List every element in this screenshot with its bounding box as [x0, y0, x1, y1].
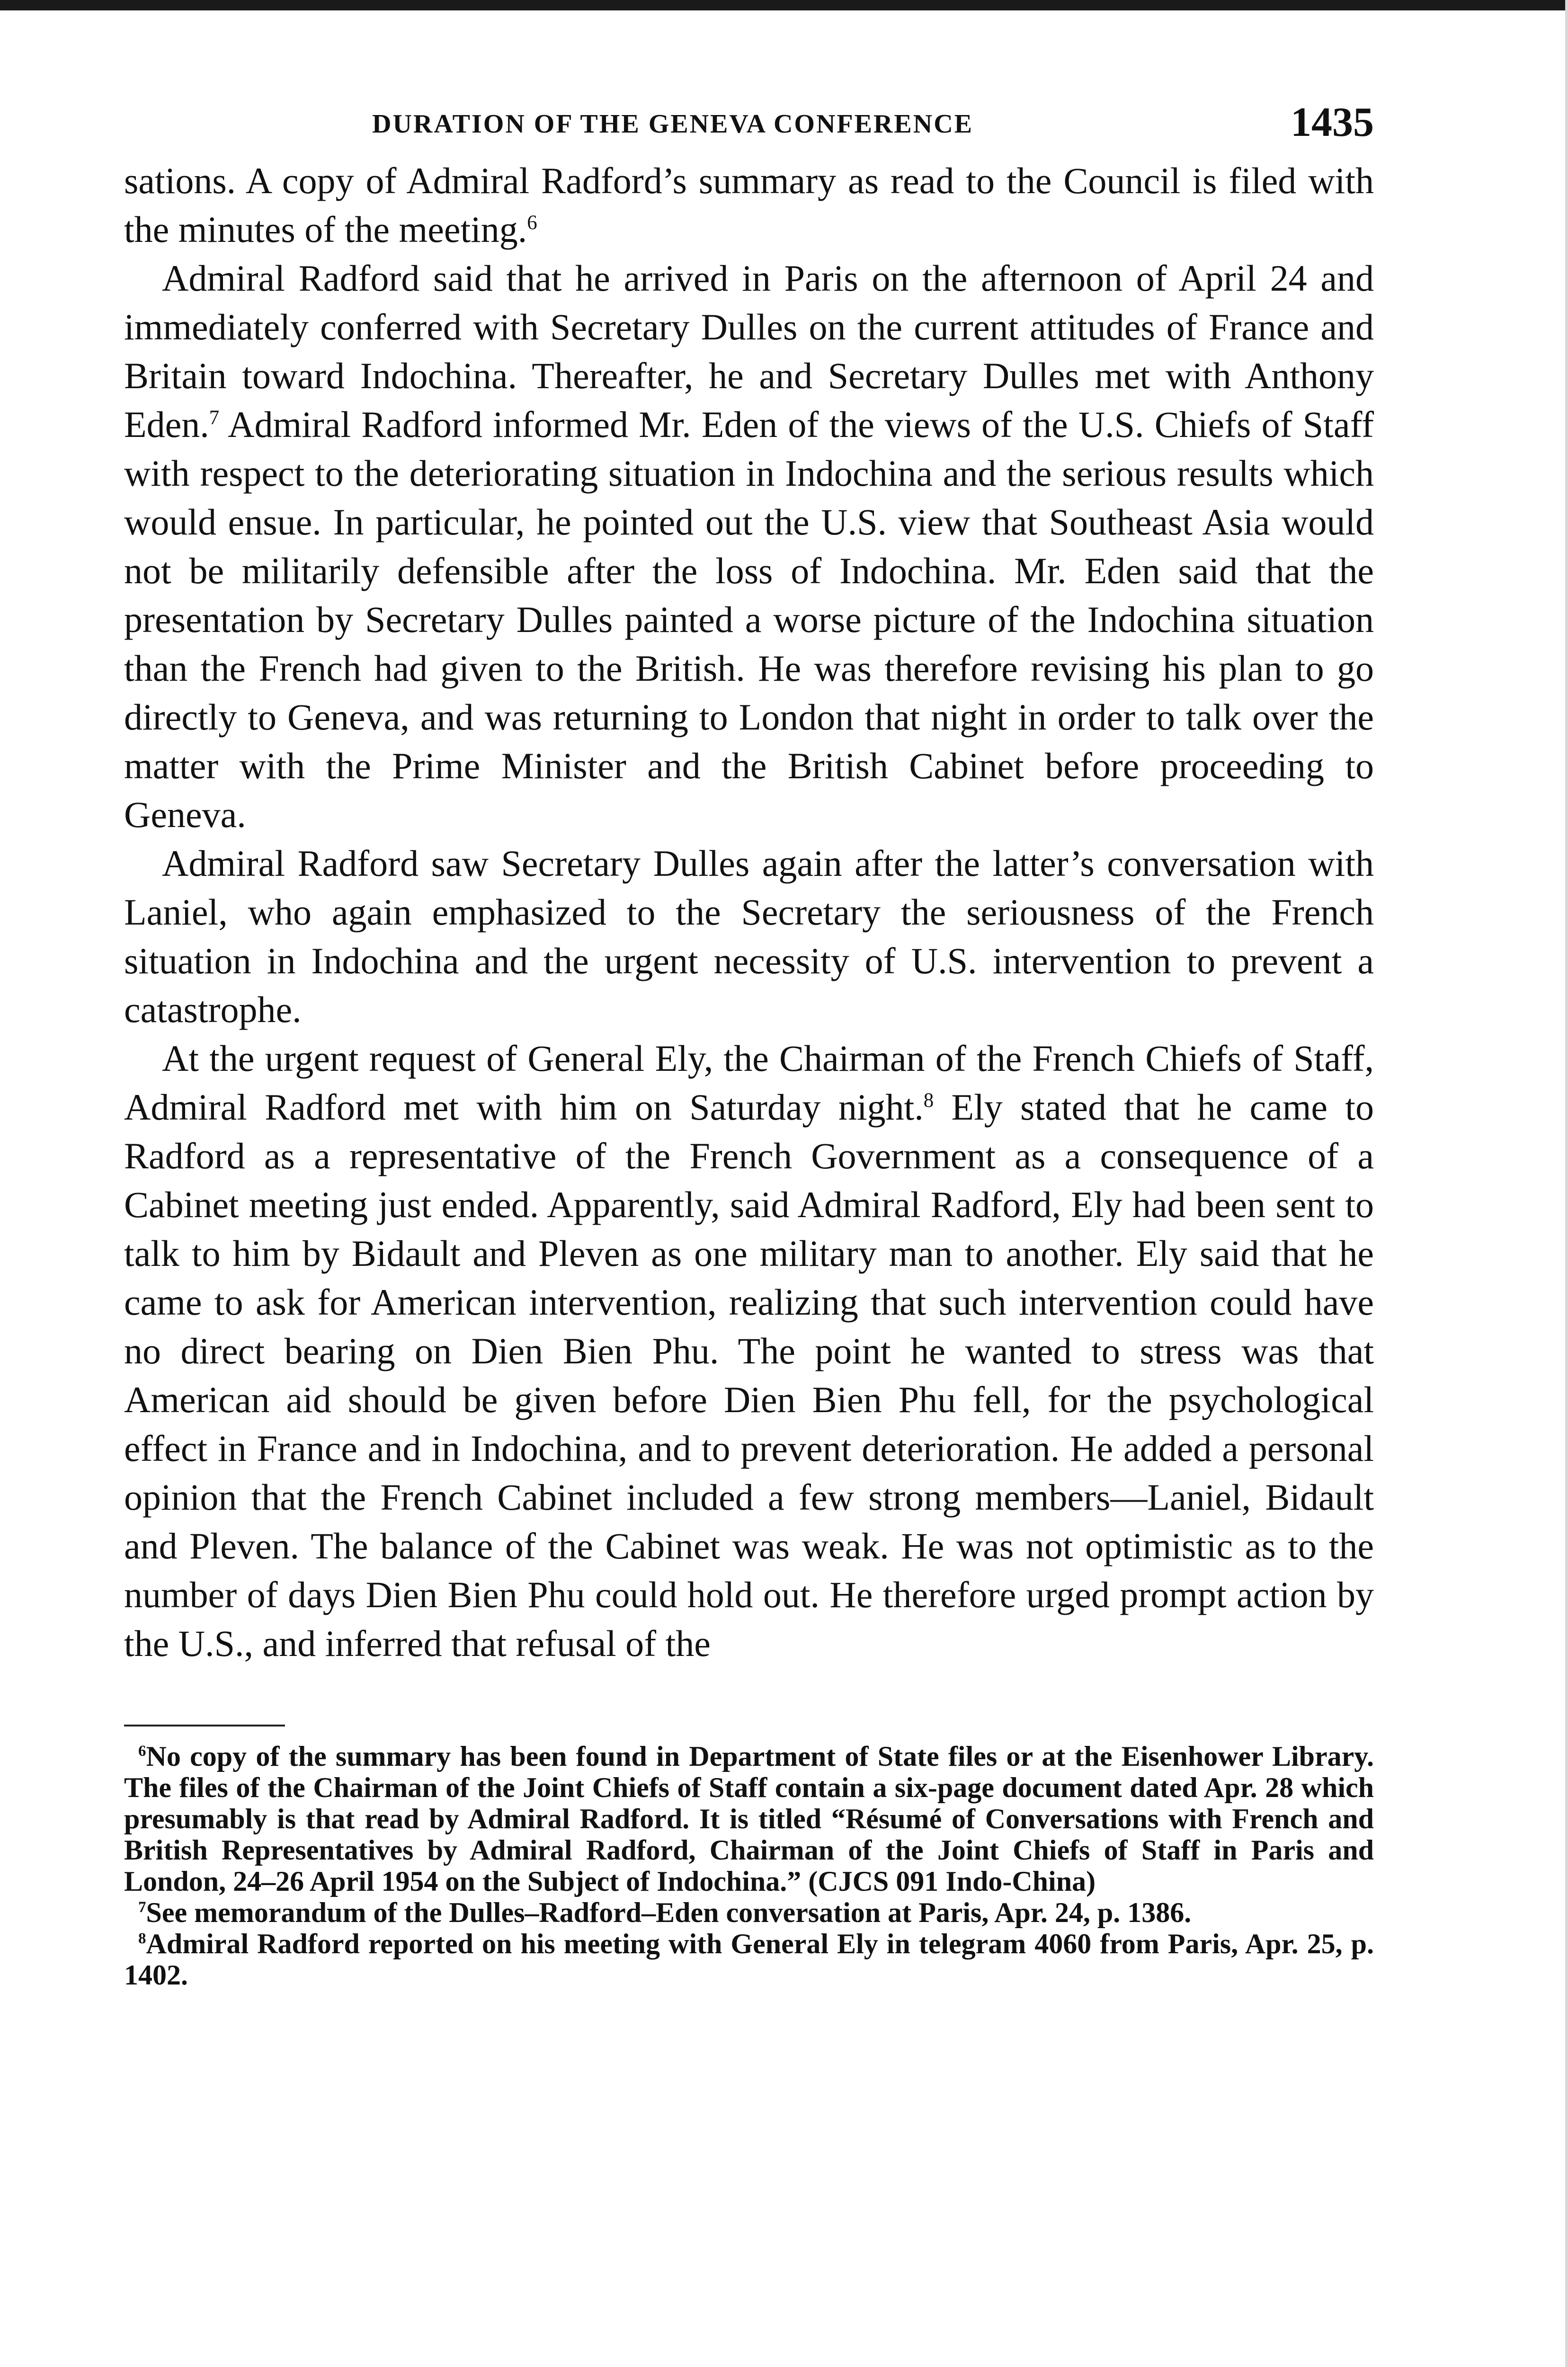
footnote-ref-6: 6 — [527, 212, 537, 234]
body-text — [124, 156, 1374, 1668]
footnote-7-mark: 7 — [138, 1899, 146, 1916]
footnote-6 — [124, 1741, 1374, 1897]
paragraph-2 — [124, 254, 1374, 839]
footnote-7 — [124, 1897, 1374, 1928]
paragraph-4 — [124, 1034, 1374, 1668]
footnote-8-text: Admiral Radford reported on his meeting with General Ely in telegram 4060 from Paris, Apr. 25, p. 1402. — [124, 1928, 1374, 1991]
footnote-divider — [124, 1725, 285, 1726]
paragraph-4-text-b: Ely stated that he came to Radford as a representative of the French Government as a consequence of a Cabinet meeting just ended. Apparently, said Admiral Radford, Ely had been sent to talk to him by Bidault and Pleven as one military man to another. Ely said that he came to ask for American intervention, realizing that such intervention could have no direct bearing on Dien Bien Phu. The point he wanted to stress was that American aid should be given before Dien Bien Phu fell, for the psychological effect in France and in Indochina, and to prevent deterioration. He added a personal opinion that the French Cabinet included a few strong members—Laniel, Bidault and Pleven. The balance of the Cabinet was weak. He was not optimistic as to the number of days Dien Bien Phu could hold out. He therefore urged prompt action by the U.S., and inferred that refusal of the — [124, 1086, 1374, 1664]
paragraph-3-text: Admiral Radford saw Secretary Dulles again after the latter’s conversation with Laniel, who again emphasized to the Secretary the seriousness of the French situation in Indochina and the urgent necessity of U.S. intervention to prevent a catastrophe. — [124, 843, 1374, 1030]
paragraph-4-text-a: At the urgent request of General Ely, the Chairman of the French Chiefs of Staff, Admiral Radford met with him on Saturday night. — [124, 1038, 1374, 1128]
footnote-8-mark: 8 — [138, 1930, 146, 1947]
paragraph-1 — [124, 156, 1374, 254]
running-head: DURATION OF THE GENEVA CONFERENCE — [372, 109, 973, 139]
paragraph-2-text-b: Admiral Radford informed Mr. Eden of the views of the U.S. Chiefs of Staff with respect to the deteriorating situation in Indochina and the serious results which would ensue. In particular, he pointed out the U.S. view that Southeast Asia would not be militarily defensible after the loss of Indochina. Mr. Eden said that the presentation by Secretary Dulles painted a worse picture of the Indochina situation than the French had given to the British. He was therefore revising his plan to go directly to Geneva, and was returning to London that night in order to talk over the matter with the Prime Minister and the British Cabinet before proceeding to Geneva. — [124, 404, 1374, 835]
footnotes — [124, 1741, 1374, 1991]
document-page — [124, 95, 1374, 1991]
paragraph-1-text: sations. A copy of Admiral Radford’s summary as read to the Council is filed with the minutes of the meeting. — [124, 160, 1374, 250]
page-number: 1435 — [1291, 99, 1374, 145]
footnote-7-text: See memorandum of the Dulles–Radford–Eden conversation at Paris, Apr. 24, p. 1386. — [146, 1897, 1192, 1928]
footnote-ref-8: 8 — [923, 1089, 934, 1112]
footnote-ref-7: 7 — [209, 407, 220, 429]
paragraph-2-text-a: Admiral Radford said that he arrived in Paris on the afternoon of April 24 and immediately conferred with Secretary Dulles on the current attitudes of France and Britain toward Indochina. Thereafter, he and Secretary Dulles met with Anthony Eden. — [124, 258, 1374, 445]
footnote-6-mark: 6 — [138, 1743, 146, 1760]
scan-edge — [1565, 0, 1568, 2367]
footnote-6-text: No copy of the summary has been found in Department of State files or at the Eisenhower Library. The files of the Chairman of the Joint Chiefs of Staff contain a six-page document dated Apr. 28 which presumably is that read by Admiral Radford. It is titled “Résumé of Conversations with French and British Representatives by Admiral Radford, Chairman of the Joint Chiefs of Staff in Paris and London, 24–26 April 1954 on the Subject of Indochina.” (CJCS 091 Indo-China) — [124, 1741, 1374, 1897]
paragraph-3 — [124, 839, 1374, 1034]
top-edge-rule — [0, 0, 1568, 10]
footnote-8 — [124, 1928, 1374, 1991]
page-header — [124, 95, 1374, 156]
